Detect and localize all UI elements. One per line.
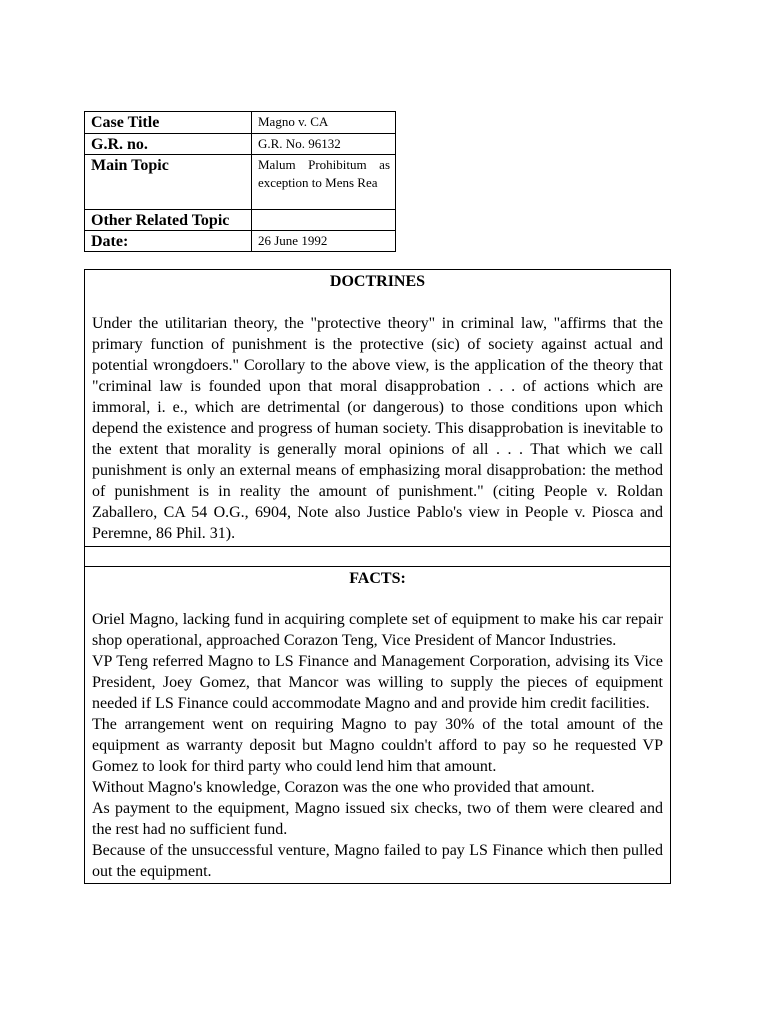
main-topic-label: Main Topic	[85, 155, 252, 210]
date-label: Date:	[85, 231, 252, 252]
gr-number-label: G.R. no.	[85, 134, 252, 155]
fact-paragraph: Oriel Magno, lacking fund in acquiring complete set of equipment to make his car repair shop operational, approached Corazon Teng, Vice President of Mancor Industries.	[92, 611, 663, 649]
doctrines-row	[85, 270, 671, 547]
spacer-cell	[85, 547, 671, 567]
facts-list	[92, 609, 663, 882]
doctrines-heading: DOCTRINES	[329, 273, 426, 290]
fact-paragraph: Because of the unsuccessful venture, Magno failed to pay LS Finance which then pulled out the equipment.	[92, 842, 663, 880]
fact-paragraph: As payment to the equipment, Magno issued six checks, two of them were cleared and the rest had no sufficient fund.	[92, 800, 663, 838]
case-title-label: Case Title	[85, 112, 252, 134]
facts-heading: FACTS:	[349, 570, 406, 587]
gr-number-value: G.R. No. 96132	[252, 134, 396, 155]
facts-row	[85, 567, 671, 884]
fact-paragraph: The arrangement went on requiring Magno to pay 30% of the total amount of the equipment as warranty deposit but Magno couldn't afford to pay so he requested VP Gomez to look for third party who could lend him that amount.	[92, 716, 663, 775]
doctrines-cell	[85, 270, 671, 547]
date-value: 26 June 1992	[252, 231, 396, 252]
date-row	[85, 231, 396, 252]
fact-paragraph: VP Teng referred Magno to LS Finance and Management Corporation, advising its Vice President, Joey Gomez, that Mancor was willing to supply the pieces of equipment needed if LS Finance could accommodate Magno and and provide him credit facilities.	[92, 653, 663, 712]
other-topic-label: Other Related Topic	[85, 210, 252, 231]
case-title-value: Magno v. CA	[252, 112, 396, 134]
case-title-row	[85, 112, 396, 134]
case-info-table	[84, 111, 396, 252]
case-digest-table	[84, 269, 671, 884]
fact-paragraph: Without Magno's knowledge, Corazon was the one who provided that amount.	[92, 779, 595, 796]
spacer-row	[85, 547, 671, 567]
facts-cell	[85, 567, 671, 884]
main-topic-value: Malum Prohibitum as exception to Mens Rea	[252, 155, 396, 210]
main-topic-row	[85, 155, 396, 210]
gr-number-row	[85, 134, 396, 155]
other-topic-row	[85, 210, 396, 231]
other-topic-value	[252, 210, 396, 231]
doctrines-text: Under the utilitarian theory, the "protective theory" in criminal law, "affirms that the primary function of punishment is the protective (sic) of society against actual and potential wrongdoers." Corollary to the above view, is the application of the theory that "criminal law is founded upon that moral disapprobation . . . of actions which are immoral, i. e., which are detrimental (or dangerous) to those conditions upon which depend the existence and progress of human society. This disapprobation is inevitable to the extent that morality is generally moral opinions of all . . . That which we call punishment is only an external means of emphasizing moral disapprobation: the method of punishment is in reality the amount of punishment." (citing People v. Roldan Zaballero, CA 54 O.G., 6904, Note also Justice Pablo's view in People v. Piosca and Peremne, 86 Phil. 31).	[92, 315, 663, 542]
